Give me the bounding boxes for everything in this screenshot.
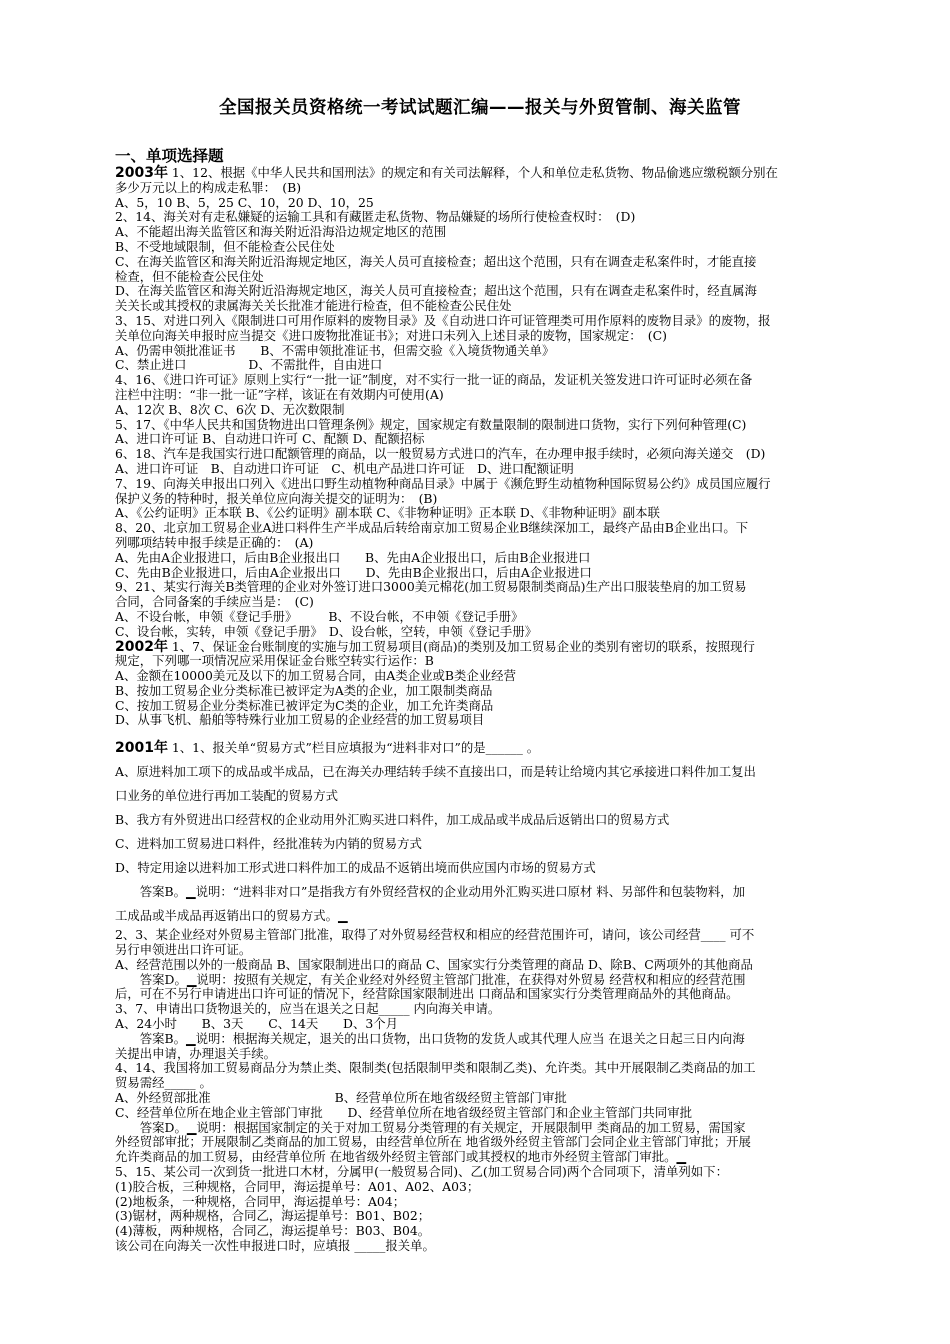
line-text: 4、16、《进口许可证》原则上实行“一批一证”制度，对不实行一批一证的商品，发证机关签发进口许可证时必须在备 [115,372,753,388]
line-text: A、24小时 B、3天 C、14天 D、3个月 [115,1016,399,1032]
text-line [115,1002,845,1017]
questions-block-2001-continued [115,928,845,1254]
line-text: B、我方有外贸进出口经营权的企业动用外汇购买进口料件，加工成品或半成品后返销出口的贸易方式 [115,812,670,828]
text-line [115,856,845,880]
line-text: 7、19、向海关申报出口列入《进出口野生动植物种商品目录》中属于《濒危野生动植物种国际贸易公约》成员国应履行 [115,475,771,491]
text-line [115,344,845,359]
text-line [115,1224,845,1239]
text-line [115,699,845,714]
text-line [115,314,845,329]
document-page [115,96,845,1254]
text-line [115,270,845,285]
text-line [115,1032,845,1047]
year-label: 2002年 [115,638,168,655]
line-text: 3、15、对进口列入《限制进口可用作原料的废物目录》及《自动进口许可证管理类可用作原料的废物目录》的废物，报 [115,312,771,328]
line-text: A、金额在10000美元及以下的加工贸易合同，由A类企业或B类企业经营 [115,668,516,684]
line-text: D、在海关监管区和海关附近沿海规定地区，海关人员可直接检查；超出这个范围，只有在调查走私案件时，经直属海 [115,283,757,299]
line-text: 允许类商品的加工贸易，由经营单位所 在地省级外经贸主管部门或其授权的地市外经贸主管部门审批。▁ [115,1149,687,1165]
line-text: 1、1、报关单“贸易方式”栏目应填报为“进料非对口”的是______ 。 [167,740,540,756]
text-line [115,610,845,625]
text-line [115,462,845,477]
line-text: (2)地板条，一种规格，合同甲，海运提单号：A04； [115,1193,406,1209]
line-text: C、先由B企业报进口，后由A企业报出口 D、先由B企业报出口，后由A企业报进口 [115,564,592,580]
text-line [115,595,845,610]
line-text: (1)胶合板，三种规格，合同甲，海运提单号：A01、A02、A03； [115,1178,480,1194]
line-text: (3)锯材，两种规格，合同乙，海运提单号：B01、B02； [115,1208,431,1224]
line-text: 2、14、海关对有走私嫌疑的运输工具和有藏匿走私货物、物品嫌疑的场所行使检查权时： (D) [115,209,636,225]
line-text: A、不设台帐，申领《登记手册》 B、不设台帐，不申领《登记手册》 [115,608,524,624]
line-text: 6、18、汽车是我国实行进口配额管理的商品，以一般贸易方式进口的汽车，在办理申报手续时，必须向海关递交 (D) [115,446,766,462]
line-text: 1、7、保证金台账制度的实施与加工贸易项目(商品)的类别及加工贸易企业的类别有密切的联系，按照现行 [167,638,755,654]
text-line [115,904,845,928]
text-line [115,669,845,684]
line-text: 另行申领进出口许可证。 [115,942,252,958]
text-line [115,225,845,240]
line-text: 列哪项结转申报手续是正确的： (A) [115,534,314,550]
line-text: 关单位向海关申报时应当提交《进口废物批准证书》；对进口未列入上述目录的废物，国家规定： (C) [115,327,667,343]
text-line [115,210,845,225]
text-line [115,1106,845,1121]
line-text: A、仍需申领批准证书 B、不需申领批准证书，但需交验《入境货物通关单》 [115,342,555,358]
text-line [115,580,845,595]
text-line [115,358,845,373]
line-text: A、经营范围以外的一般商品 B、国家限制进出口的商品 C、国家实行分类管理的商品 D、除B、C两项外的其他商品 [115,956,753,972]
line-text: 关提出申请，办理退关手续。 [115,1045,277,1061]
line-text: 多少万元以上的构成走私罪： (B) [115,179,302,195]
year-label: 2003年 [115,165,168,181]
line-text: 答案D。▁说明：根据国家制定的关于对加工贸易分类管理的有关规定，开展限制甲 类商品的加工贸易，需国家 [115,1119,746,1135]
text-line [115,477,845,492]
line-text: A、原进料加工项下的成品或半成品，已在海关办理结转手续不直接出口，而是转让给境内其它承接进口料件加工复出 [115,764,756,780]
text-line [115,1017,845,1032]
text-line [115,566,845,581]
line-text: 8、20、北京加工贸易企业A进口料件生产半成品后转给南京加工贸易企业B继续深加工，最终产品由B企业出口。下 [115,520,749,536]
line-text: A、进口许可证 B、自动进口许可 C、配额 D、配额招标 [115,431,425,447]
text-line [115,284,845,299]
section-heading: 一、单项选择题 [115,147,224,165]
line-text: A、外经贸部批准 B、经营单位所在地省级经贸主管部门审批 [115,1090,567,1106]
line-text: 该公司在向海关一次性申报进口时，应填报 _____报关单。 [115,1238,435,1254]
text-line [115,640,845,655]
line-text: B、按加工贸易企业分类标准已被评定为A类的企业，加工限制类商品 [115,682,493,698]
text-line [115,521,845,536]
line-text: 规定，下列哪一项情况应采用保证金台账空转实行运作：B [115,653,434,669]
text-line [115,447,845,462]
line-text: 5、17、《中华人民共和国货物进出口管理条例》规定，国家规定有数量限制的限制进口货物，实行下列何种管理(C) [115,416,747,432]
line-text: 4、14、我国将加工贸易商品分为禁止类、限制类(包括限制甲类和限制乙类)、允许类。其中开展限制乙类商品的加工 [115,1060,756,1076]
text-line [115,1195,845,1210]
questions-block-2001-spaced [115,736,845,928]
line-text: 注栏中注明：“非一批一证”字样，该证在有效期内可使用(A) [115,386,444,402]
text-line [115,181,845,196]
text-line [115,943,845,958]
line-text: 答案B。▁说明：“进料非对口”是指我方有外贸经营权的企业动用外汇购买进口原材 料、另部件和包装物料，加 [115,884,745,900]
text-line [115,808,845,832]
line-text: C、按加工贸易企业分类标准已被评定为C类的企业，加工允许类商品 [115,697,494,713]
text-line [115,1135,845,1150]
text-line [115,299,845,314]
text-line [115,551,845,566]
text-line [115,403,845,418]
text-line [115,654,845,669]
line-text: C、进料加工贸易进口料件，经批准转为内销的贸易方式 [115,836,422,852]
text-line [115,1180,845,1195]
text-line [115,832,845,856]
text-line [115,240,845,255]
text-line [115,713,845,728]
text-line [115,736,845,760]
text-line [115,1165,845,1180]
text-line [115,1061,845,1076]
line-text: 贸易需经_____ 。 [115,1075,212,1091]
line-text: C、在海关监管区和海关附近沿海规定地区，海关人员可直接检查；超出这个范围，只有在调查走私案件时，才能直接 [115,253,757,269]
line-text: D、特定用途以进料加工形式进口料件加工的成品不返销出境而供应国内市场的贸易方式 [115,860,596,876]
line-text: 后，可在不另行申请进出口许可证的情况下，经营除国家限制进出 口商品和国家实行分类管理商品外的其他商品。 [115,986,739,1002]
line-text: A、不能超出海关监管区和海关附近沿海沿边规定地区的范围 [115,224,447,240]
text-line [115,329,845,344]
text-line [115,492,845,507]
text-line [115,973,845,988]
text-line [115,928,845,943]
text-line [115,625,845,640]
line-text: 外经贸部审批；开展限制乙类商品的加工贸易，由经营单位所在 地省级外经贸主管部门会同企业主管部门审批；开展 [115,1134,751,1150]
text-line [115,536,845,551]
line-text: 关关长或其授权的隶属海关关长批准才能进行检查，但不能检查公民住处 [115,298,512,314]
line-text: 3、7、申请出口货物退关的，应当在退关之日起_____ 内向海关申请。 [115,1001,501,1017]
text-line [115,784,845,808]
line-text: 2、3、某企业经对外贸易主管部门批准，取得了对外贸易经营权和相应的经营范围许可，请问，该公司经营____ 可不 [115,927,755,943]
line-text: A、12次 B、8次 C、6次 D、无次数限制 [115,401,345,417]
line-text: 合同，合同备案的手续应当是： (C) [115,594,314,610]
line-text: 1、12、根据《中华人民共和国刑法》的规定和有关司法解释，个人和单位走私货物、物品偷逃应缴税额分别在 [167,165,778,180]
text-line [115,196,845,211]
text-line [115,1239,845,1254]
text-line [115,432,845,447]
text-line [115,1076,845,1091]
line-text: 口业务的单位进行再加工装配的贸易方式 [115,788,339,804]
line-text: 工成品或半成品再返销出口的贸易方式。▁ [115,908,348,924]
line-text: 保护义务的特种时，报关单位应向海关提交的证明为： (B) [115,490,438,506]
text-line [115,1121,845,1136]
line-text: 9、21、某实行海关B类管理的企业对外签订进口3000美元棉花(加工贸易限制类商品)生产出口服装垫肩的加工贸易 [115,579,747,595]
line-text: (4)薄板，两种规格，合同乙，海运提单号：B03、B04。 [115,1223,431,1239]
line-text: C、禁止进口 D、不需批件，自由进口 [115,357,383,373]
line-text: B、不受地域限制，但不能检查公民住处 [115,238,335,254]
text-line [115,418,845,433]
line-text: C、设台帐，实转，申领《登记手册》 D、设台帐，空转，申领《登记手册》 [115,623,538,639]
line-text: 5、15、某公司一次到货一批进口木材，分属甲(一般贸易合同)、乙(加工贸易合同)两个合同项下，清单列如下： [115,1164,728,1180]
text-line [115,1150,845,1165]
line-text: D、从事飞机、船舶等特殊行业加工贸易的企业经营的加工贸易项目 [115,712,485,728]
line-text: 检查，但不能检查公民住处 [115,268,264,284]
line-text: A、《公约证明》正本联 B、《公约证明》副本联 C、《非物种证明》正本联 D、《非物种证明》副本联 [115,505,660,521]
text-line [115,987,845,1002]
line-text: A、5，10 B、5，25 C、10，20 D、10，25 [115,194,374,210]
text-line [115,388,845,403]
document-title: 全国报关员资格统一考试试题汇编——报关与外贸管制、海关监管 [219,98,741,118]
text-line [115,373,845,388]
text-line [115,760,845,784]
questions-block-2003-2002 [115,166,845,728]
text-line [115,684,845,699]
text-line [115,1091,845,1106]
text-line [115,1047,845,1062]
line-text: 答案B。▁说明：根据海关规定，退关的出口货物，出口货物的发货人或其代理人应当 在退关之日起三日内向海 [115,1030,745,1046]
text-line [115,880,845,904]
text-line [115,506,845,521]
year-label: 2001年 [115,740,168,757]
text-line [115,1209,845,1224]
line-text: A、先由A企业报进口，后由B企业报出口 B、先由A企业报出口，后由B企业报进口 [115,549,591,565]
text-line [115,255,845,270]
text-line [115,166,845,181]
text-line [115,958,845,973]
line-text: A、进口许可证 B、自动进口许可证 C、机电产品进口许可证 D、进口配额证明 [115,460,574,476]
line-text: 答案D。▁说明：按照有关规定，有关企业经对外经贸主管部门批准，在获得对外贸易 经营权和相应的经营范围 [115,971,746,987]
line-text: C、经营单位所在地企业主管部门审批 D、经营单位所在地省级经贸主管部门和企业主管部门共同审批 [115,1104,692,1120]
